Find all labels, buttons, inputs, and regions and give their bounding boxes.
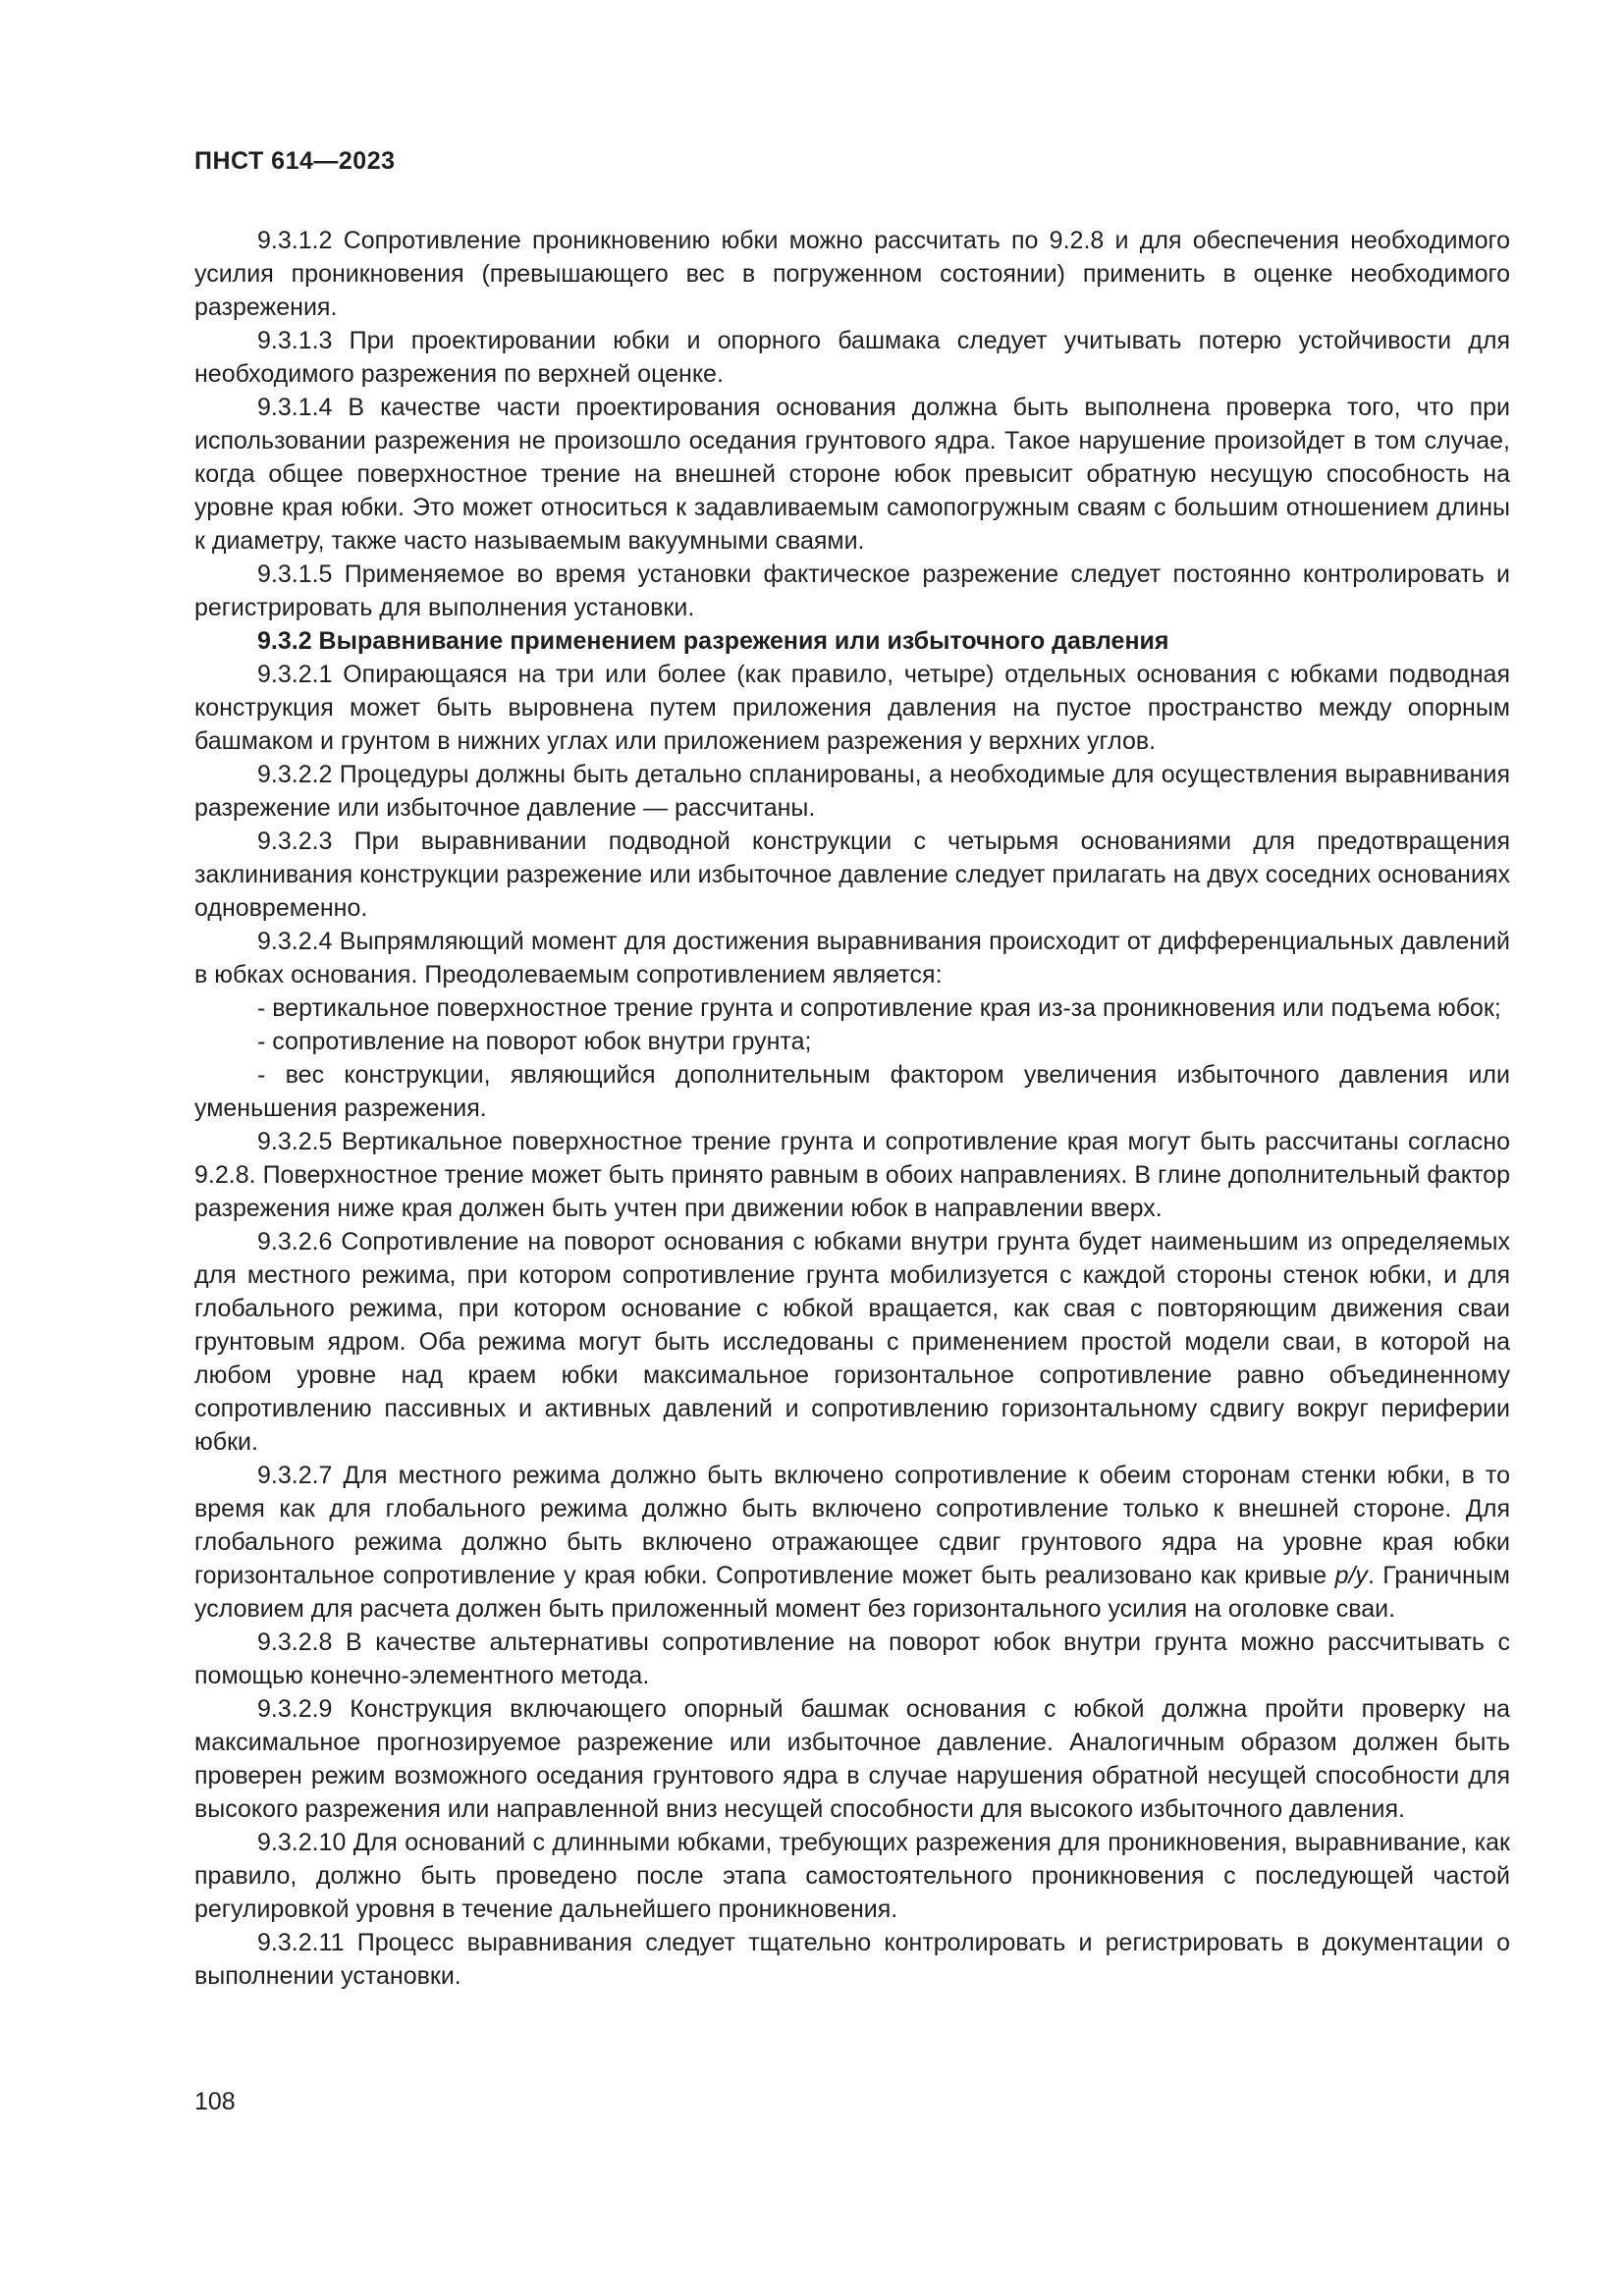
clause-9-3-2-9: 9.3.2.9 Конструкция включающего опорный башмак основания с юбкой должна пройти проверку на максимальное прогнозируемое разрежение или избыточное давление. Аналогичным образом должен быть проверен режим возможного оседания грунтового ядра в случае нарушения обратной несущей способности для высокого разрежения или направленной вниз несущей способности для высокого избыточного давления. [194, 1695, 1510, 1823]
clause-9-3-1-4: 9.3.1.4 В качестве части проектирования основания должна быть выполнена проверка того, что при использовании разрежения не произошло оседания грунтового ядра. Такое нарушение произойдет в том случае, когда общее поверхностное трение на внешней стороне юбок превысит обратную несущую способность на уровне края юбки. Это может относиться к задавливаемым самопогружным сваям с большим отношением длины к диаметру, также часто называемым вакуумными сваями. [194, 394, 1510, 555]
clause-9-3-2-5: 9.3.2.5 Вертикальное поверхностное трение грунта и сопротивление края могут быть рассчитаны согласно 9.2.8. Поверхностное трение может быть принято равным в обоих направлениях. В глине дополнительный фактор разрежения ниже края должен быть учтен при движении юбок в направлении вверх. [194, 1128, 1510, 1222]
clause-9-3-2-11: 9.3.2.11 Процесс выравнивания следует тщательно контролировать и регистрировать в документации о выполнении установки. [194, 1929, 1510, 1990]
clause-9-3-2-10: 9.3.2.10 Для оснований с длинными юбками, требующих разрежения для проникновения, выравнивание, как правило, должно быть проведено после этапа самостоятельного проникновения с последующей частой регулировкой уровня в течение дальнейшего проникновения. [194, 1829, 1510, 1923]
document-code: ПНСТ 614—2023 [194, 147, 396, 175]
clause-9-3-2-6: 9.3.2.6 Сопротивление на поворот основания с юбками внутри грунта будет наименьшим из определяемых для местного режима, при котором сопротивление грунта мобилизуется с каждой стороны стенок юбки, и для глобального режима, при котором основание с юбкой вращается, как свая с повторяющим движения сваи грунтовым ядром. Оба режима могут быть исследованы с применением простой модели сваи, в которой на любом уровне над краем юбки максимальное горизонтальное сопротивление равно объединенному сопротивлению пассивных и активных давлений и сопротивлению горизонтальному сдвигу вокруг периферии юбки. [194, 1228, 1510, 1456]
list-item: - вес конструкции, являющийся дополнительным фактором увеличения избыточного давления или уменьшения разрежения. [194, 1061, 1510, 1122]
clause-9-3-1-2: 9.3.1.2 Сопротивление проникновению юбки можно рассчитать по 9.2.8 и для обеспечения необходимого усилия проникновения (превышающего вес в погруженном состоянии) применить в оценке необходимого разрежения. [194, 227, 1510, 321]
clause-9-3-2-3: 9.3.2.3 При выравнивании подводной конструкции с четырьмя основаниями для предотвращения заклинивания конструкции разрежение или избыточное давление следует прилагать на двух соседних основаниях одновременно. [194, 828, 1510, 922]
clause-9-3-2-4: 9.3.2.4 Выпрямляющий момент для достижения выравнивания происходит от дифференциальных давлений в юбках основания. Преодолеваемым сопротивлением является: [194, 928, 1510, 988]
clause-9-3-1-5: 9.3.1.5 Применяемое во время установки фактическое разрежение следует постоянно контролировать и регистрировать для выполнения установки. [194, 561, 1510, 621]
clause-9-3-1-3: 9.3.1.3 При проектировании юбки и опорного башмака следует учитывать потерю устойчивости для необходимого разрежения по верхней оценке. [194, 327, 1510, 388]
clause-9-3-2-7 [194, 1459, 1510, 1626]
math-expression: p/y [1334, 1562, 1368, 1589]
section-heading-9-3-2: 9.3.2 Выравнивание применением разрежения или избыточного давления [257, 627, 1169, 655]
clause-text: 9.3.2.7 Для местного режима должно быть включено сопротивление к обеим сторонам стенки юбки, в то время как для глобального режима должно быть включено сопротивление только к внешней стороне. Для глобального режима должно быть включено отражающее сдвиг грунтового ядра на уровне края юбки горизонтальное сопротивление у края юбки. Сопротивление может быть реализовано как кривые [194, 1462, 1510, 1589]
clause-text: . Граничным условием для расчета должен быть приложенный момент без горизонтального усилия на оголовке сваи. [194, 1562, 1510, 1623]
list-item: - вертикальное поверхностное трение грунта и сопротивление края из-за проникновения или подъема юбок; [257, 994, 1501, 1022]
clause-9-3-2-1: 9.3.2.1 Опирающаяся на три или более (как правило, четыре) отдельных основания с юбками подводная конструкция может быть выровнена путем приложения давления на пустое пространство между опорным башмаком и грунтом в нижних углах или приложением разрежения у верхних углов. [194, 661, 1510, 755]
document-body [194, 224, 1510, 1993]
clause-9-3-2-8: 9.3.2.8 В качестве альтернативы сопротивление на поворот юбок внутри грунта можно рассчитывать с помощью конечно-элементного метода. [194, 1629, 1510, 1689]
page-number: 108 [194, 2088, 236, 2115]
list-item: - сопротивление на поворот юбок внутри грунта; [257, 1028, 812, 1055]
clause-9-3-2-2: 9.3.2.2 Процедуры должны быть детально спланированы, а необходимые для осуществления выравнивания разрежение или избыточное давление — рассчитаны. [194, 761, 1510, 822]
